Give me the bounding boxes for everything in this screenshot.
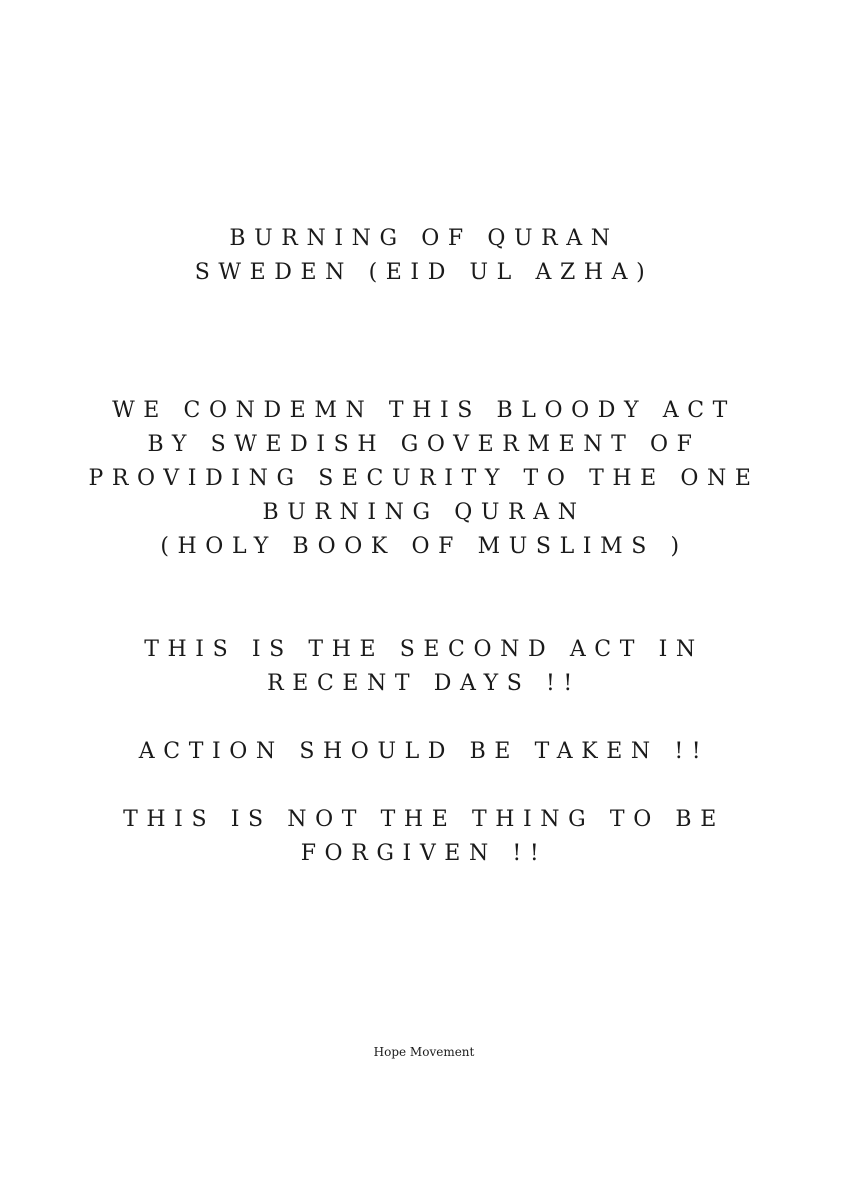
condemnation-line: PROVIDING SECURITY TO THE ONE xyxy=(88,466,760,491)
second-act-line: THIS IS THE SECOND ACT IN xyxy=(144,637,704,662)
action-statement xyxy=(0,735,848,769)
not-forgiven-statement xyxy=(0,803,848,871)
not-forgiven-line: FORGIVEN !! xyxy=(300,841,548,866)
condemnation-line: WE CONDEMN THIS BLOODY ACT xyxy=(112,398,736,423)
title-line-2: SWEDEN (EID UL AZHA) xyxy=(194,260,654,285)
condemnation-line: BY SWEDISH GOVERMENT OF xyxy=(147,432,701,457)
not-forgiven-line: THIS IS NOT THE THING TO BE xyxy=(123,807,725,832)
second-act-statement xyxy=(0,633,848,701)
second-act-line: RECENT DAYS !! xyxy=(267,671,581,696)
action-line: ACTION SHOULD BE TAKEN !! xyxy=(138,739,710,764)
footer-signature: Hope Movement xyxy=(373,1045,475,1059)
condemnation-statement xyxy=(0,394,848,564)
condemnation-line: BURNING QURAN xyxy=(262,500,586,525)
poster-title xyxy=(0,222,848,290)
title-line-1: BURNING OF QURAN xyxy=(229,226,619,251)
condemnation-line: (HOLY BOOK OF MUSLIMS ) xyxy=(160,534,688,559)
